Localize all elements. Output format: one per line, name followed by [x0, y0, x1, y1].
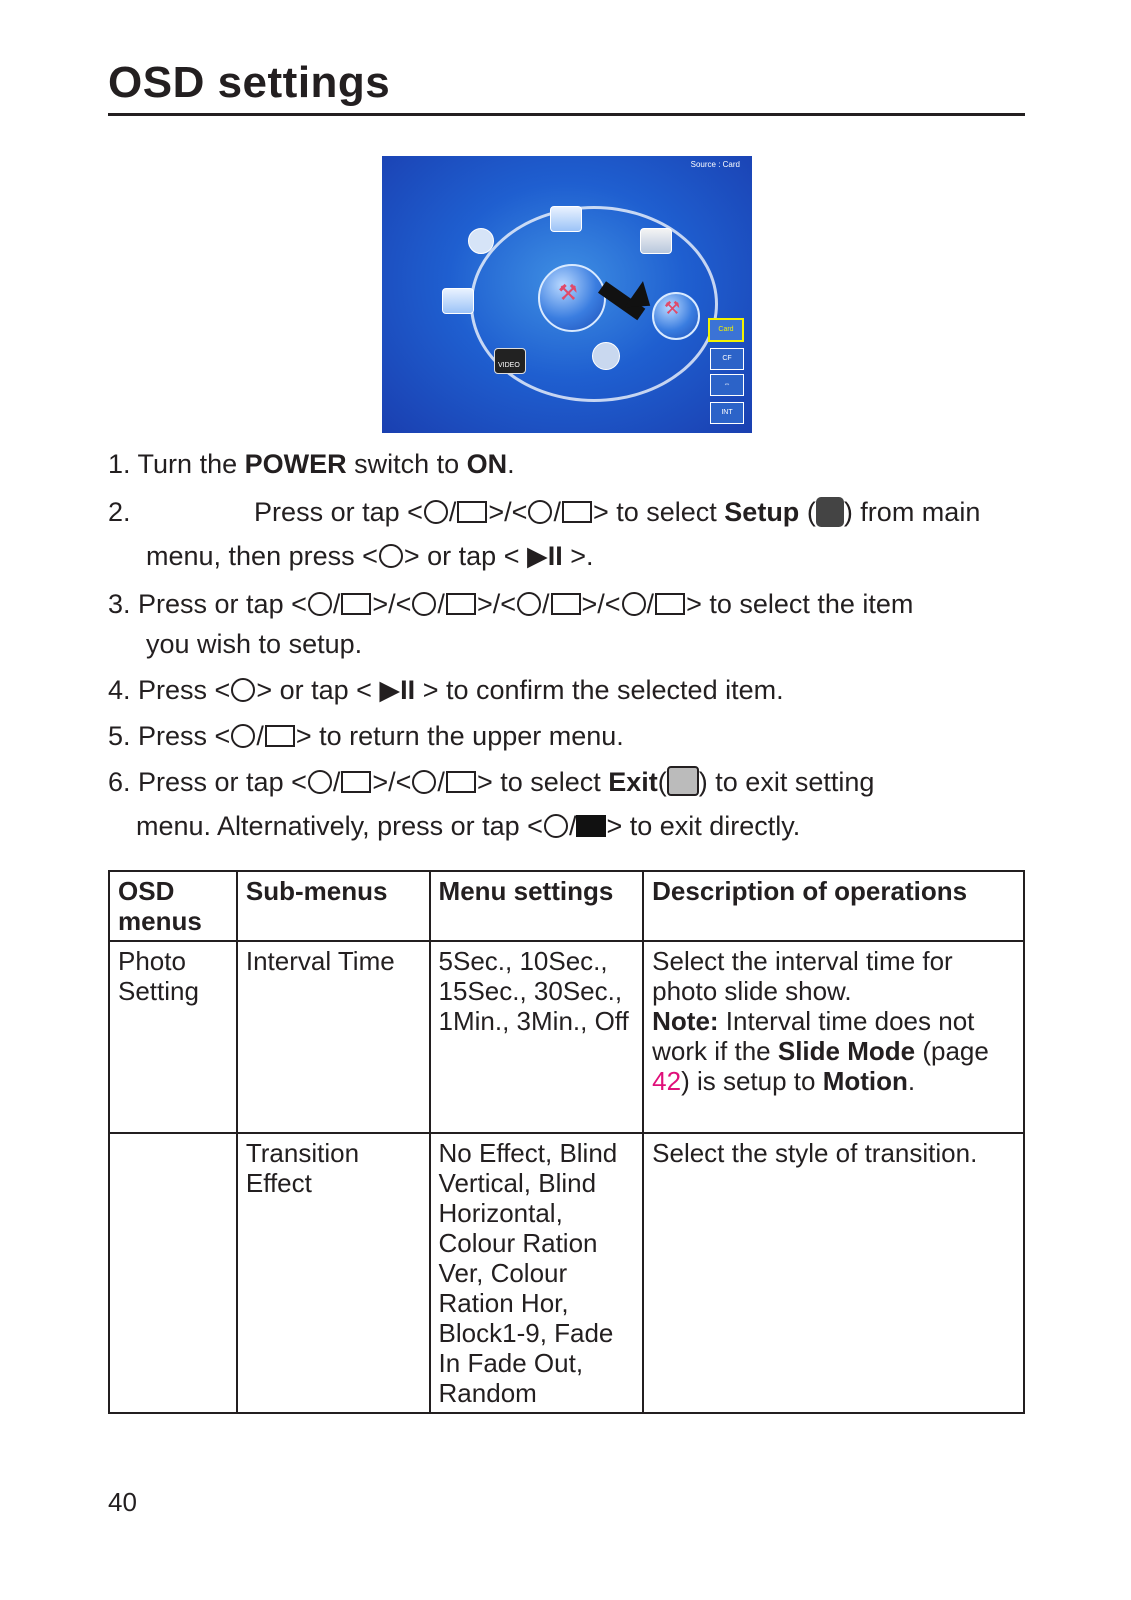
left-arrow-icon [265, 725, 295, 747]
card-source-button: Card [708, 318, 744, 342]
usb-source-button: ⇔ [710, 374, 744, 396]
mode-button-icon [544, 814, 568, 838]
photo-icon [550, 206, 582, 232]
description-text: . [907, 1066, 916, 1096]
exit-term: Exit [608, 767, 658, 797]
step-text: Turn the [137, 449, 245, 479]
video-label: VIDEO [498, 362, 520, 369]
step-text: >. [562, 541, 594, 571]
step-text: > to confirm the selected item. [415, 675, 784, 705]
osd-menu-cell [109, 1133, 237, 1413]
setup-term: Setup [724, 497, 800, 527]
up-arrow-icon [341, 593, 371, 615]
menu-settings-cell: 5Sec., 10Sec., 15Sec., 30Sec., 1Min., 3Min., Off [430, 941, 644, 1133]
down-arrow-icon [446, 593, 476, 615]
step-number: 2. [108, 497, 131, 527]
step-text: >/< [372, 589, 412, 619]
up-button-icon [308, 770, 332, 794]
mode-tap-icon [576, 815, 606, 837]
setup-icon [816, 497, 844, 527]
description-cell [643, 941, 1024, 1133]
play-pause-icon: ▶II [379, 675, 416, 705]
step-text: > to return the upper menu. [295, 721, 624, 751]
sub-menu-cell: Interval Time [237, 941, 430, 1133]
right-button-icon [528, 500, 552, 524]
step-text: > or tap < [256, 675, 380, 705]
description-text: (page [915, 1036, 989, 1066]
step-text: >/< [581, 589, 621, 619]
slide-mode-term: Slide Mode [777, 1036, 916, 1066]
step-text: >/< [372, 767, 412, 797]
step-text: menu, then press < [146, 541, 378, 571]
play-sel-button-icon [379, 544, 403, 568]
column-header: OSD menus [109, 871, 237, 941]
cf-source-button: CF [710, 348, 744, 370]
menu-settings-cell: No Effect, Blind Vertical, Blind Horizontal, Colour Ration Ver, Colour Ration Hor, Block1-9, Fade In Fade Out, Random [430, 1133, 644, 1413]
setup-icon: ⚒ [558, 280, 578, 305]
setup-screenshot [382, 156, 752, 433]
description-cell: Select the style of transition. [643, 1133, 1024, 1413]
page-number: 40 [108, 1487, 137, 1517]
step-text: switch to [346, 449, 467, 479]
step-1 [108, 444, 515, 485]
left-arrow-icon [457, 501, 487, 523]
page-title: OSD settings [108, 58, 391, 107]
step-3-line-2: you wish to setup. [146, 629, 363, 659]
step-4 [108, 670, 784, 711]
step-text: / [553, 497, 561, 527]
step-text: 3. Press or tap < [108, 589, 307, 619]
description-text: Interval time does not work if the [652, 1006, 975, 1066]
step-text: >/< [488, 497, 528, 527]
step-text: . [507, 449, 515, 479]
step-text: ( [657, 767, 667, 797]
internal-source-button: INT [710, 402, 744, 424]
page-link[interactable]: 42 [652, 1066, 682, 1096]
left-button-icon [424, 500, 448, 524]
step-text: ( [799, 497, 816, 527]
motion-term: Motion [822, 1066, 908, 1096]
step-text: 4. Press < [108, 675, 231, 705]
down-button-icon [412, 592, 436, 616]
note-label: Note: [652, 1006, 719, 1036]
step-text: > to select [592, 497, 725, 527]
step-text: 6. Press or tap < [108, 767, 307, 797]
on-term: ON [466, 449, 508, 479]
step-text: ) to exit setting [698, 767, 875, 797]
step-text: 5. Press < [108, 721, 231, 751]
setup-icon: ⚒ [664, 298, 681, 318]
play-sel-button-icon [231, 678, 255, 702]
play-pause-icon: ▶II [526, 541, 563, 571]
right-arrow-icon [655, 593, 685, 615]
title-divider [108, 113, 1025, 116]
column-header: Sub-menus [237, 871, 430, 941]
step-6: 6. Press or tap < / >/< / > to select Exit( ) to exit setting [108, 767, 875, 797]
step-text: ) from main [843, 497, 981, 527]
step-2-line-2 [108, 536, 594, 577]
image-icon [442, 288, 474, 314]
table-header-row [109, 871, 1024, 941]
table-row [109, 1133, 1024, 1413]
osd-settings-table [108, 870, 1025, 1414]
step-5: 5. Press < / > to return the upper menu. [108, 721, 624, 751]
step-2 [108, 492, 980, 533]
description-text: ) is setup to [681, 1066, 823, 1096]
step-3: 3. Press or tap < / >/< / >/< / >/< / > to select the item [108, 589, 914, 619]
left-arrow-icon [551, 593, 581, 615]
left-button-icon [231, 724, 255, 748]
music-icon [468, 228, 494, 254]
step-text: > to select the item [686, 589, 914, 619]
step-text: menu. Alternatively, press or tap < [136, 811, 543, 841]
step-text: / [448, 497, 457, 527]
column-header: Description of operations [643, 871, 1024, 941]
step-text: Press or tap < [254, 497, 423, 527]
column-header: Menu settings [430, 871, 644, 941]
left-button-icon [517, 592, 541, 616]
osd-menu-cell: Photo Setting [109, 941, 237, 1133]
right-arrow-icon [562, 501, 592, 523]
step-text: >/< [476, 589, 516, 619]
step-number: 1. [108, 449, 131, 479]
step-text: > or tap < [403, 541, 527, 571]
exit-icon [667, 766, 699, 796]
up-button-icon [308, 592, 332, 616]
clock-icon [592, 342, 620, 370]
folder-icon [640, 228, 672, 254]
step-text: > to select [476, 767, 609, 797]
description-text: Select the interval time for photo slide show. [652, 946, 953, 1006]
video-icon [494, 348, 526, 374]
table-row [109, 941, 1024, 1133]
right-button-icon [622, 592, 646, 616]
up-arrow-icon [341, 771, 371, 793]
source-label: Source : Card [690, 160, 740, 169]
step-6-line-2: menu. Alternatively, press or tap < / > to exit directly. [136, 811, 801, 841]
down-button-icon [412, 770, 436, 794]
sub-menu-cell: Transition Effect [237, 1133, 430, 1413]
power-term: POWER [244, 449, 347, 479]
step-text: > to exit directly. [606, 811, 801, 841]
down-arrow-icon [446, 771, 476, 793]
